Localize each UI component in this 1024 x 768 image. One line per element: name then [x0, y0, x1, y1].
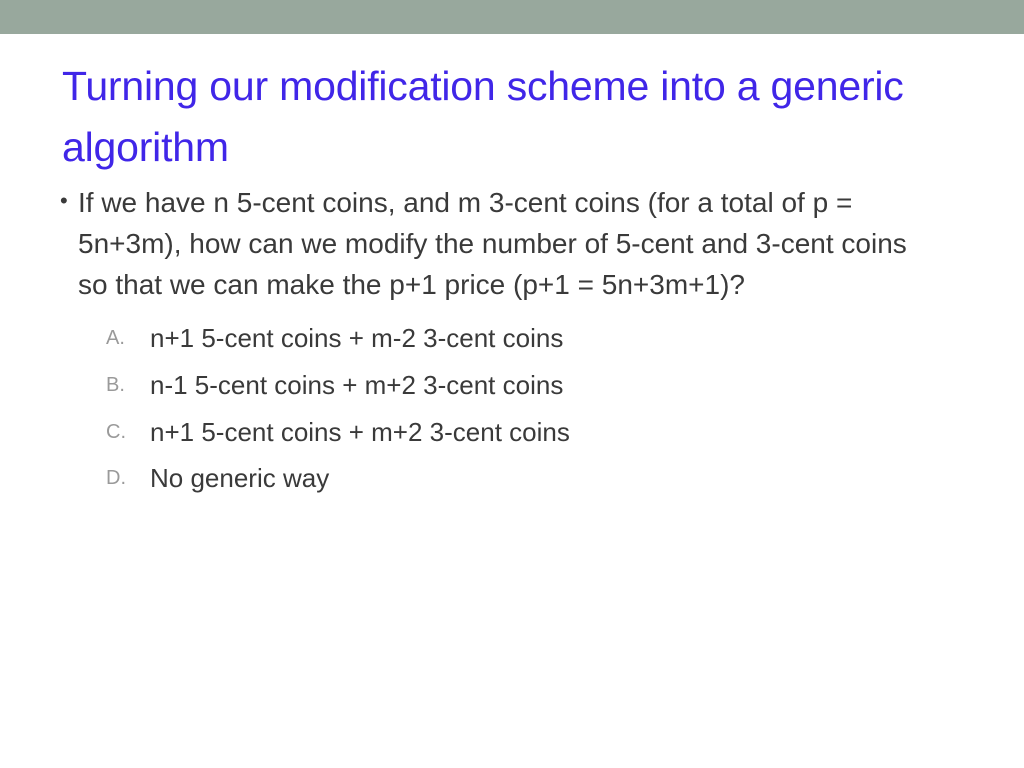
choice-text-b: n-1 5-cent coins + m+2 3-cent coins — [150, 369, 564, 400]
choice-marker-d: D. — [106, 467, 126, 490]
page-title: Turning our modification scheme into a generic algorithm — [62, 63, 904, 170]
answer-choice-c[interactable] — [0, 416, 1024, 450]
choice-text-d: No generic way — [150, 463, 330, 494]
choice-marker-a: A. — [106, 326, 125, 349]
slide-content — [0, 34, 1024, 509]
answer-choice-a[interactable] — [0, 322, 1024, 356]
bullet-text: If we have n 5-cent coins, and m 3-cent coins (for a total of p = 5n+3m), how can we modify the number of 5-cent and 3-cent coins so that we can make the p+1 price (p+1 = 5n+3m+1)? — [78, 187, 907, 301]
choice-text-c: n+1 5-cent coins + m+2 3-cent coins — [150, 416, 570, 447]
bullet-list — [0, 183, 1024, 306]
answer-choice-d[interactable] — [0, 462, 1024, 496]
choice-marker-c: C. — [106, 420, 126, 443]
answer-choice-b[interactable] — [0, 369, 1024, 403]
bullet-dot-icon: • — [60, 188, 68, 214]
answer-choice-list — [0, 322, 1024, 496]
list-item — [0, 183, 1024, 306]
slide-top-banner — [0, 0, 1024, 34]
choice-marker-b: B. — [106, 373, 125, 396]
choice-text-a: n+1 5-cent coins + m-2 3-cent coins — [150, 322, 564, 353]
